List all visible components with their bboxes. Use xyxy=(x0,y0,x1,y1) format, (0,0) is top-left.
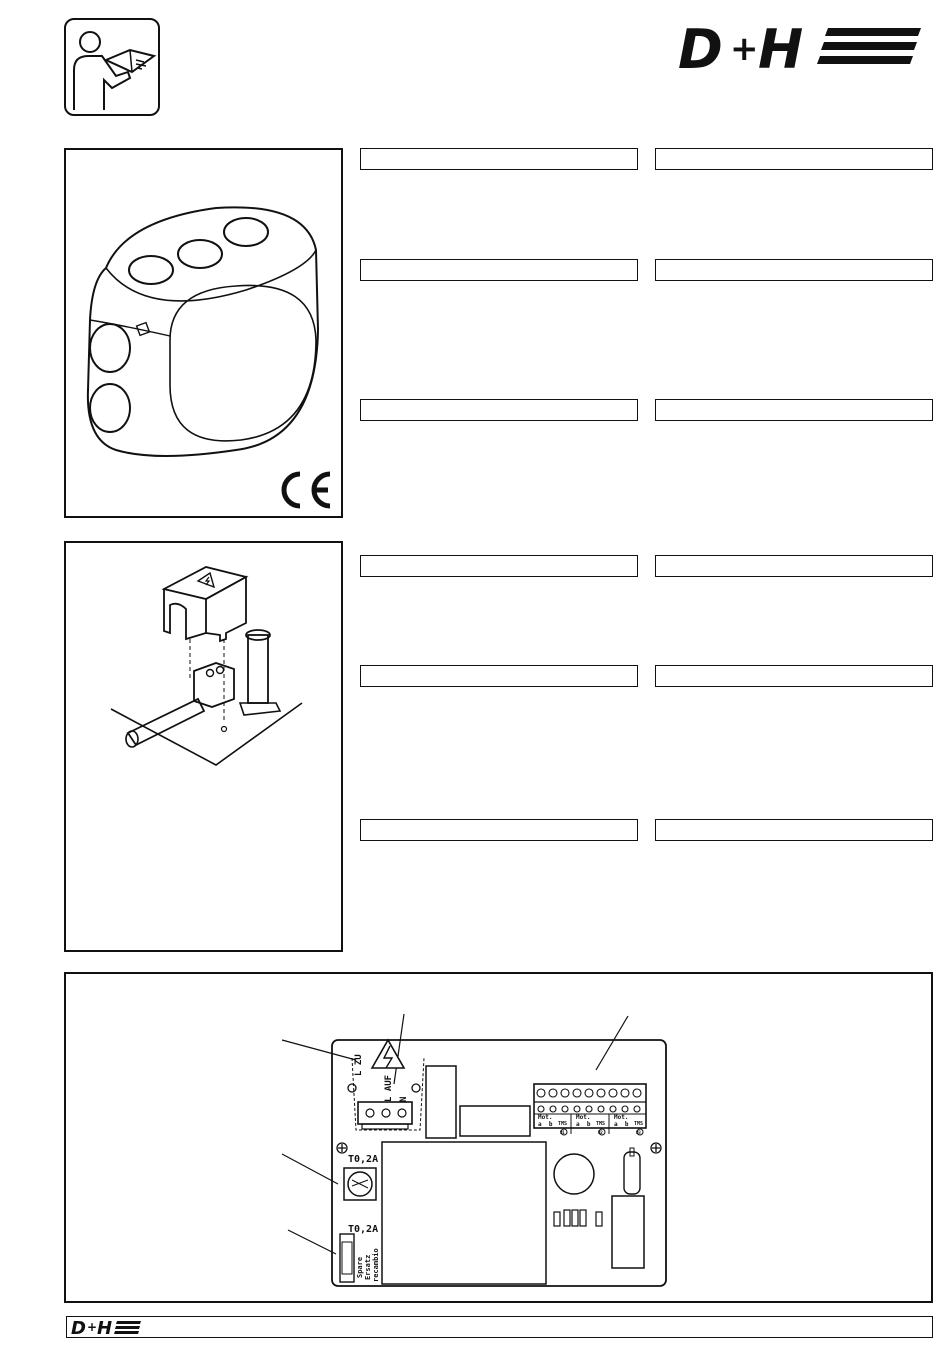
ab-label-3: a b xyxy=(614,1121,629,1128)
tms-label-1: TMS xyxy=(558,1121,568,1127)
svg-text:D: D xyxy=(71,1318,86,1336)
label-n: N xyxy=(399,1096,409,1102)
label-l-auf: L AUF xyxy=(384,1074,394,1102)
ab-label-1: a b xyxy=(538,1121,553,1128)
spare-label: Spare xyxy=(356,1256,364,1278)
fuse-illustration-panel xyxy=(64,541,343,952)
mot-label-3: Mot. xyxy=(614,1114,629,1121)
section-bar-3b xyxy=(655,399,933,421)
ab-label-2: a b xyxy=(576,1121,591,1128)
ce-mark-icon xyxy=(276,470,336,510)
section-bar-3a xyxy=(360,399,638,421)
section-bar-1b xyxy=(655,148,933,170)
circuit-board-panel xyxy=(64,972,933,1303)
fuse-rating: T0,2A xyxy=(348,1154,379,1165)
brand-logo xyxy=(678,22,923,74)
m1-label: M1 xyxy=(560,1130,565,1135)
svg-text:H: H xyxy=(97,1318,113,1336)
svg-text:H: H xyxy=(758,22,804,74)
read-manual-icon xyxy=(66,20,158,114)
section-bar-4a xyxy=(360,555,638,577)
label-l-zu: L ZU xyxy=(354,1054,364,1076)
manual-icon-frame xyxy=(64,18,160,116)
ersatz-label: Ersatz xyxy=(364,1254,372,1280)
mot-label-2: Mot. xyxy=(576,1114,591,1121)
section-bar-5a xyxy=(360,665,638,687)
section-bar-6a xyxy=(360,819,638,841)
footer-logo xyxy=(71,1318,143,1336)
terminal-cover-illustration xyxy=(66,543,341,783)
circuit-board-diagram xyxy=(66,974,931,1301)
m3-label: M3 xyxy=(636,1130,641,1135)
svg-text:+: + xyxy=(730,29,759,69)
mot-label-1: Mot. xyxy=(538,1114,553,1121)
m2-label: M2 xyxy=(598,1130,603,1135)
recambio-label: recambio xyxy=(372,1248,380,1282)
product-illustration-panel xyxy=(64,148,343,518)
section-bar-1a xyxy=(360,148,638,170)
section-bar-6b xyxy=(655,819,933,841)
tms-label-3: TMS xyxy=(634,1121,644,1127)
section-bar-4b xyxy=(655,555,933,577)
svg-text:+: + xyxy=(87,1320,98,1334)
junction-box-illustration xyxy=(66,150,341,516)
section-bar-5b xyxy=(655,665,933,687)
spare-fuse-rating: T0,2A xyxy=(348,1224,379,1235)
footer-bar xyxy=(66,1316,933,1338)
svg-text:D: D xyxy=(678,22,721,74)
section-bar-2b xyxy=(655,259,933,281)
tms-label-2: TMS xyxy=(596,1121,606,1127)
section-bar-2a xyxy=(360,259,638,281)
